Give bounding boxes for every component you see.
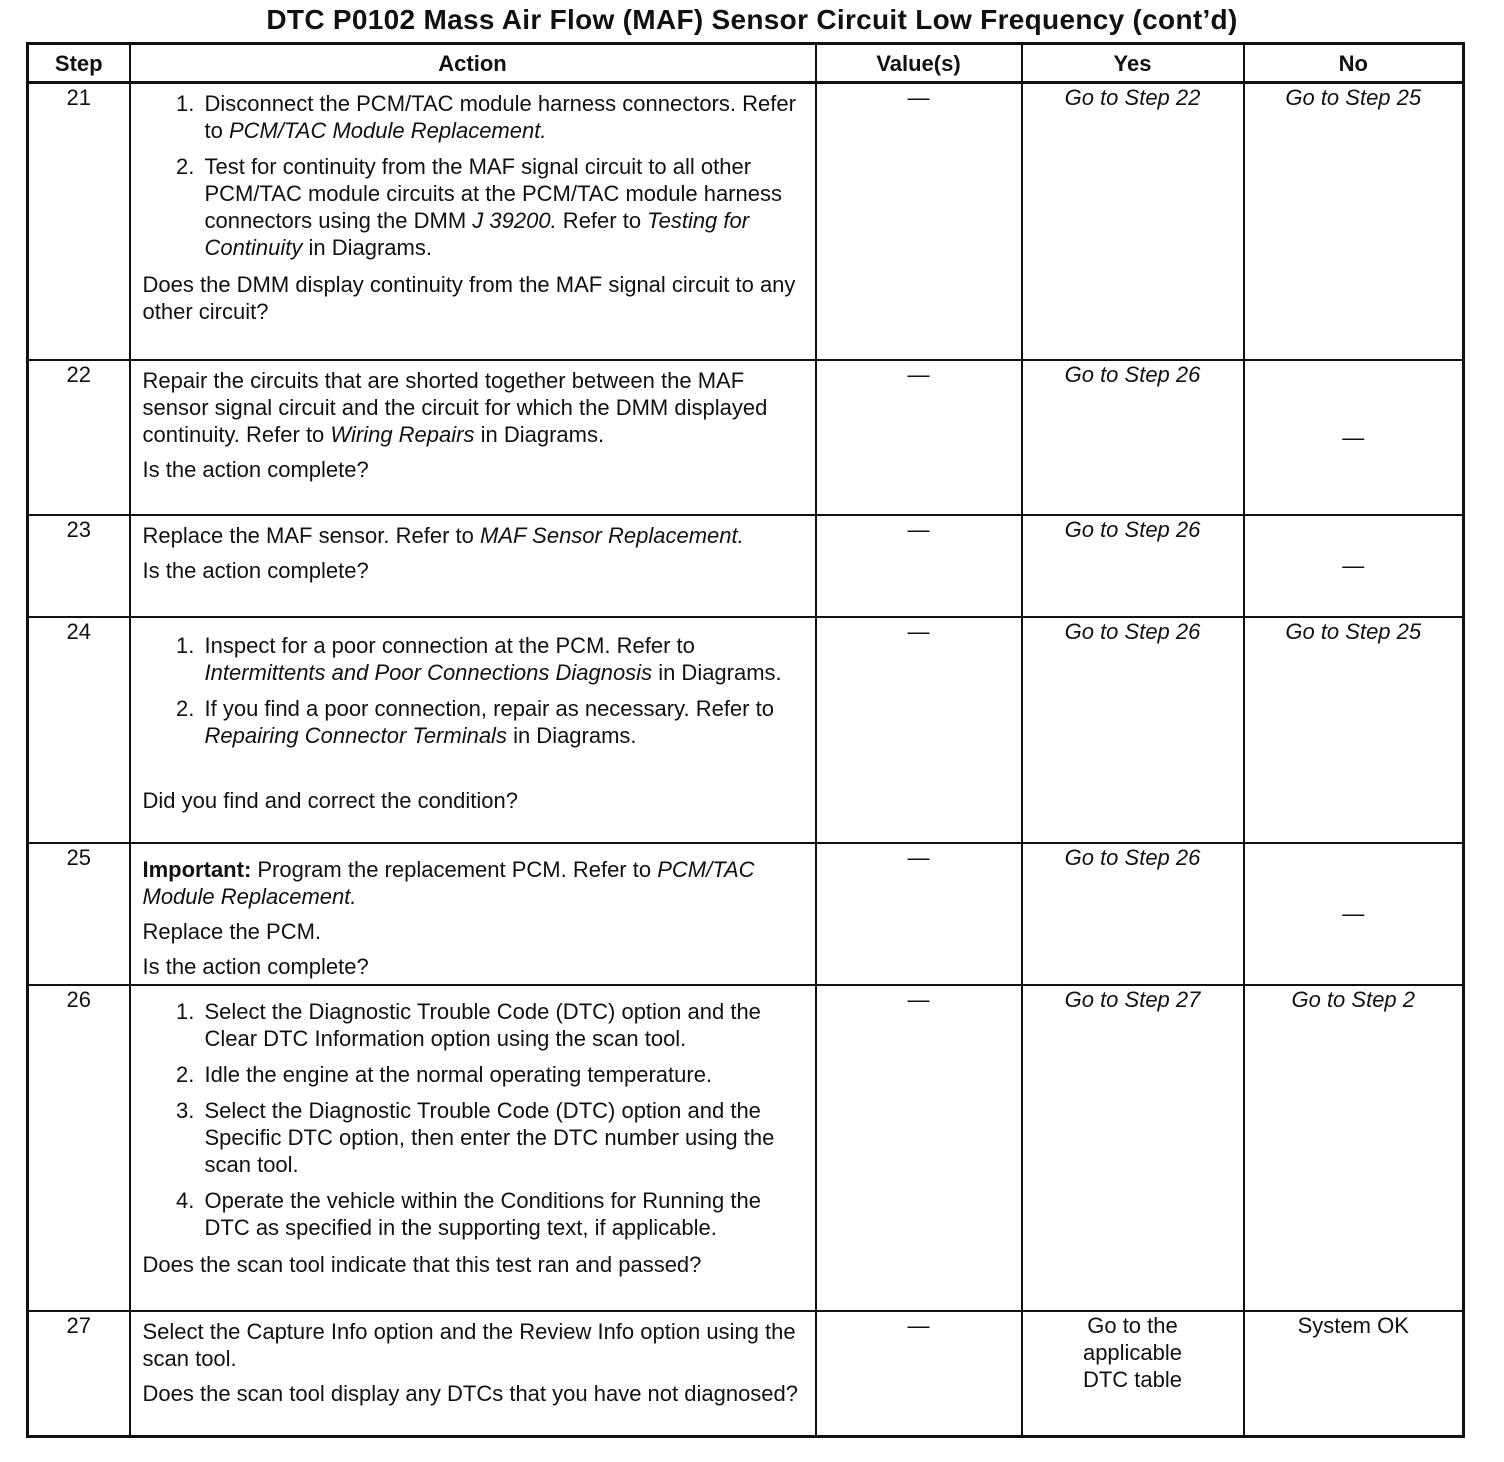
action-list-item: 2. Test for continuity from the MAF signal circuit to all other PCM/TAC module circuits at the PCM/TAC module harness connectors using the DMM J 39200. Refer to Testing for Continuity in Diagrams. (201, 153, 807, 261)
no-cell: Go to Step 2 (1244, 985, 1464, 1311)
step-number: 26 (28, 985, 130, 1311)
header-step: Step (28, 44, 130, 83)
action-question: Does the scan tool indicate that this test ran and passed? (142, 1251, 702, 1277)
yes-cell: Go to Step 26 (1022, 617, 1244, 843)
no-cell: — (1244, 360, 1464, 515)
no-cell: Go to Step 25 (1244, 617, 1464, 843)
table-row (28, 360, 1464, 515)
step-number: 27 (28, 1311, 130, 1437)
action-question: Is the action complete? (142, 456, 369, 482)
step-number: 25 (28, 843, 130, 985)
action-cell (130, 985, 816, 1311)
action-question: Did you find and correct the condition? (142, 787, 518, 813)
no-cell: System OK (1244, 1311, 1464, 1437)
action-list-item: 3. Select the Diagnostic Trouble Code (DTC) option and the Specific DTC option, then enter the DTC number using the scan tool. (201, 1097, 807, 1178)
yes-cell: Go to Step 22 (1022, 83, 1244, 360)
action-list-item: 2. If you find a poor connection, repair as necessary. Refer to Repairing Connector Terminals in Diagrams. (201, 695, 807, 749)
yes-cell: Go to Step 27 (1022, 985, 1244, 1311)
step-number: 24 (28, 617, 130, 843)
action-list-item: 1. Inspect for a poor connection at the PCM. Refer to Intermittents and Poor Connections Diagnosis in Diagrams. (201, 632, 807, 686)
header-values: Value(s) (816, 44, 1022, 83)
action-text: Select the Capture Info option and the Review Info option using the scan tool. (142, 1318, 796, 1371)
yes-cell: Go to the applicable DTC table (1022, 1311, 1244, 1437)
action-cell (130, 617, 816, 843)
table-header-row (28, 44, 1464, 83)
no-cell: Go to Step 25 (1244, 83, 1464, 360)
table-row (28, 985, 1464, 1311)
yes-cell: Go to Step 26 (1022, 360, 1244, 515)
yes-cell: Go to Step 26 (1022, 515, 1244, 617)
action-question: Is the action complete? (142, 557, 369, 583)
value-cell: — (816, 515, 1022, 617)
action-question: Is the action complete? (142, 953, 369, 979)
table-row (28, 843, 1464, 985)
step-number: 21 (28, 83, 130, 360)
table-row (28, 1311, 1464, 1437)
value-cell: — (816, 617, 1022, 843)
action-text: Repair the circuits that are shorted together between the MAF sensor signal circuit and the circuit for which the DMM displayed continuity. Refer to Wiring Repairs in Diagrams. (142, 367, 768, 447)
value-cell: — (816, 1311, 1022, 1437)
action-list-item: 1. Select the Diagnostic Trouble Code (DTC) option and the Clear DTC Information option using the scan tool. (201, 998, 807, 1052)
action-list-item: 1. Disconnect the PCM/TAC module harness connectors. Refer to PCM/TAC Module Replacement. (201, 90, 807, 144)
action-cell (130, 360, 816, 515)
table-row (28, 83, 1464, 360)
header-yes: Yes (1022, 44, 1244, 83)
header-no: No (1244, 44, 1464, 83)
diagnostic-table (26, 42, 1465, 1438)
no-cell: — (1244, 843, 1464, 985)
action-text: Replace the PCM. (142, 918, 322, 944)
no-cell: — (1244, 515, 1464, 617)
action-cell (130, 515, 816, 617)
action-cell (130, 83, 816, 360)
table-row (28, 515, 1464, 617)
page-title: DTC P0102 Mass Air Flow (MAF) Sensor Circuit Low Frequency (cont’d) (266, 4, 1238, 35)
table-row (28, 617, 1464, 843)
action-cell (130, 843, 816, 985)
action-question: Does the scan tool display any DTCs that you have not diagnosed? (142, 1380, 799, 1406)
header-action: Action (130, 44, 816, 83)
value-cell: — (816, 83, 1022, 360)
action-cell (130, 1311, 816, 1437)
action-text: Replace the MAF sensor. Refer to MAF Sensor Replacement. (142, 522, 744, 548)
action-list-item: 4. Operate the vehicle within the Conditions for Running the DTC as specified in the supporting text, if applicable. (201, 1187, 807, 1241)
step-number: 22 (28, 360, 130, 515)
yes-cell: Go to Step 26 (1022, 843, 1244, 985)
action-list-item: 2. Idle the engine at the normal operating temperature. (201, 1061, 807, 1088)
value-cell: — (816, 360, 1022, 515)
value-cell: — (816, 985, 1022, 1311)
action-question: Does the DMM display continuity from the MAF signal circuit to any other circuit? (142, 272, 796, 324)
value-cell: — (816, 843, 1022, 985)
important-note: Important: Program the replacement PCM. Refer to PCM/TAC Module Replacement. (142, 856, 755, 909)
step-number: 23 (28, 515, 130, 617)
